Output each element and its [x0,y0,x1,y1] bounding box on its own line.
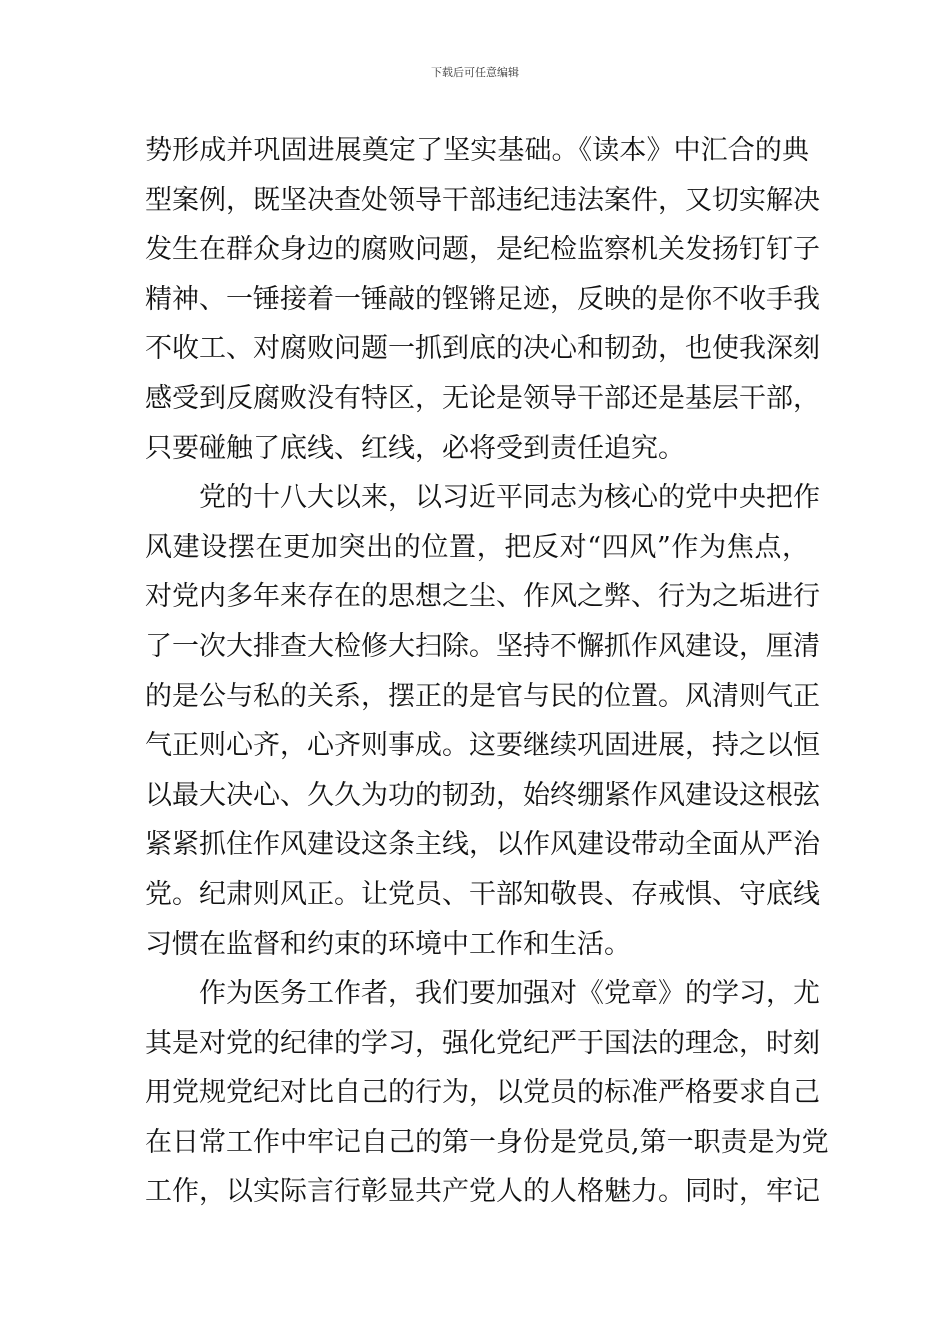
text-line: 了一次大排查大检修大扫除。坚持不懈抓作风建设，厘清 [145,630,820,662]
text-line: 型案例，既坚决查处领导干部违纪违法案件，又切实解决 [145,184,820,216]
text-line: 在日常工作中牢记自己的第一身份是党员,第一职责是为党 [145,1126,829,1158]
text-line: 势形成并巩固进展奠定了坚实基础。《读本》中汇合的典 [145,135,809,166]
text-line: 党的十八大以来，以习近平同志为核心的党中央把作 [199,482,820,514]
text-line: 其是对党的纪律的学习，强化党纪严于国法的理念，时刻 [145,1027,820,1059]
paragraph [145,126,820,473]
text-line: 习惯在监督和约束的环境中工作和生活。 [145,928,631,960]
text-line: 作为医务工作者，我们要加强对《党章》的学习，尤 [199,978,820,1010]
text-line: 的是公与私的关系，摆正的是官与民的位置。风清则气正 [145,680,820,712]
document-body [145,126,829,1217]
paragraph [145,969,829,1217]
text-line: 只要碰触了底线、红线，必将受到责任追究。 [145,432,685,464]
text-line: 工作，以实际言行彰显共产党人的人格魅力。同时，牢记 [145,1176,820,1208]
page-header: 下载后可任意编辑 [431,66,519,79]
text-line: 风建设摆在更加突出的位置，把反对“四风”作为焦点， [145,531,809,563]
text-line: 对党内多年来存在的思想之尘、作风之弊、行为之垢进行 [145,581,820,613]
text-line: 精神、一锤接着一锤敲的铿锵足迹，反映的是你不收手我 [145,283,820,315]
paragraph [145,473,820,969]
text-line: 紧紧抓住作风建设这条主线，以作风建设带动全面从严治 [145,829,820,861]
text-line: 感受到反腐败没有特区，无论是领导干部还是基层干部， [145,382,820,414]
text-line: 以最大决心、久久为功的韧劲，始终绷紧作风建设这根弦 [145,779,820,811]
text-line: 不收工、对腐败问题一抓到底的决心和韧劲，也使我深刻 [145,333,820,365]
text-line: 党。纪肃则风正。让党员、干部知敬畏、存戒惧、守底线 [145,878,820,910]
text-line: 气正则心齐，心齐则事成。这要继续巩固进展，持之以恒 [145,730,820,762]
text-line: 发生在群众身边的腐败问题，是纪检监察机关发扬钉钉子 [145,234,820,266]
text-line: 用党规党纪对比自己的行为，以党员的标准严格要求自己 [145,1077,820,1109]
